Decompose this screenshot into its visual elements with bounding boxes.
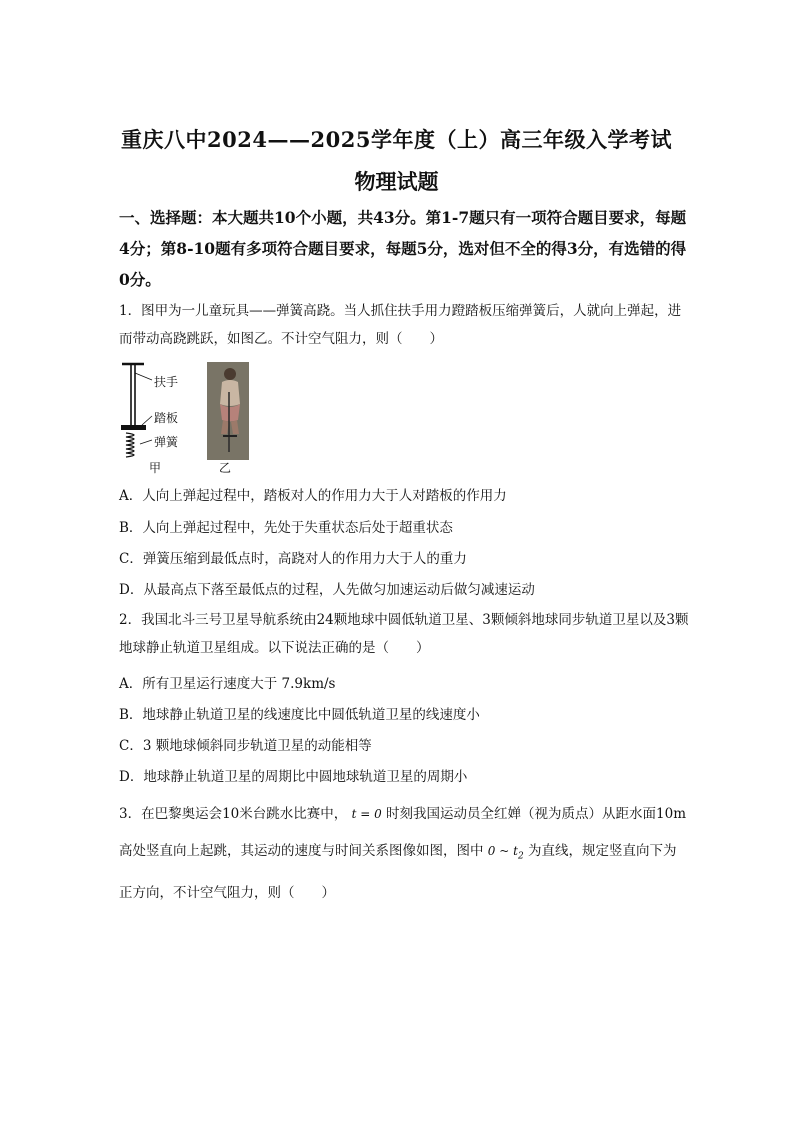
pogo-stick-diagram xyxy=(118,358,158,463)
q2-option-a: A．所有卫星运行速度大于 7.9km/s xyxy=(119,676,336,692)
footrest xyxy=(121,425,146,430)
page-subtitle: 物理试题 xyxy=(354,169,439,194)
leader-handle xyxy=(135,373,152,380)
question-2-stem: 2．我国北斗三号卫星导航系统由24颗地球中圆低轨道卫星、3颗倾斜地球同步轨道卫星以及3颗地球静止轨道卫星组成。以下说法正确的是（ ） xyxy=(119,612,689,656)
q3-math-sub: 2 xyxy=(517,851,524,862)
q1-option-a: A．人向上弹起过程中，踏板对人的作用力大于人对踏板的作用力 xyxy=(119,488,507,504)
label-handle: 扶手 xyxy=(154,375,179,389)
q3-math-range: 0 ~ t xyxy=(487,844,518,858)
leader-footrest xyxy=(142,416,152,425)
section-heading: 一、选择题：本大题共10个小题，共43分。第1-7题只有一项符合题目要求，每题4分；第8-10题有多项符合题目要求，每题5分，选对但不全的得3分，有选错的得0分。 xyxy=(119,208,687,289)
label-jia: 甲 xyxy=(149,461,162,475)
label-spring: 弹簧 xyxy=(154,435,179,449)
question-1-stem: 1．图甲为一儿童玩具——弹簧高跷。当人抓住扶手用力蹬踏板压缩弹簧后，人就向上弹起，进而带动高跷跳跃，如图乙。不计空气阻力，则（ ） xyxy=(119,303,682,347)
question-3-stem xyxy=(119,796,689,912)
q2-option-c: C．3 颗地球倾斜同步轨道卫星的动能相等 xyxy=(119,738,372,754)
q3-text-2: 时刻我国运动员全红婵（视为质点）从距水面10m高处竖直向上起跳，其运动的速度与时间关系图像如图，图中 xyxy=(119,806,686,859)
leader-spring xyxy=(140,440,152,444)
q3-math-interval xyxy=(487,844,524,862)
q1-option-c: C．弹簧压缩到最低点时，高跷对人的作用力大于人的重力 xyxy=(119,551,467,567)
q1-option-d: D．从最高点下落至最低点的过程，人先做匀加速运动后做匀减速运动 xyxy=(119,582,535,598)
photo-pogo-jumping xyxy=(207,362,249,460)
q1-option-b: B．人向上弹起过程中，先处于失重状态后处于超重状态 xyxy=(119,520,453,536)
q2-option-b: B．地球静止轨道卫星的线速度比中圆低轨道卫星的线速度小 xyxy=(119,707,480,723)
q3-text-1: 3．在巴黎奥运会10米台跳水比赛中， xyxy=(119,806,348,822)
page-title: 重庆八中2024——2025学年度（上）高三年级入学考试 xyxy=(121,127,672,152)
q3-math-t0: t = 0 xyxy=(351,807,382,821)
spring-coil xyxy=(126,433,134,457)
label-yi: 乙 xyxy=(219,461,232,475)
q2-option-d: D．地球静止轨道卫星的周期比中圆地球轨道卫星的周期小 xyxy=(119,769,468,785)
label-footrest: 踏板 xyxy=(154,411,179,425)
q3-text-3: 为直线，规定竖直向下为正方向，不计空气阻力，则（ ） xyxy=(119,843,677,902)
